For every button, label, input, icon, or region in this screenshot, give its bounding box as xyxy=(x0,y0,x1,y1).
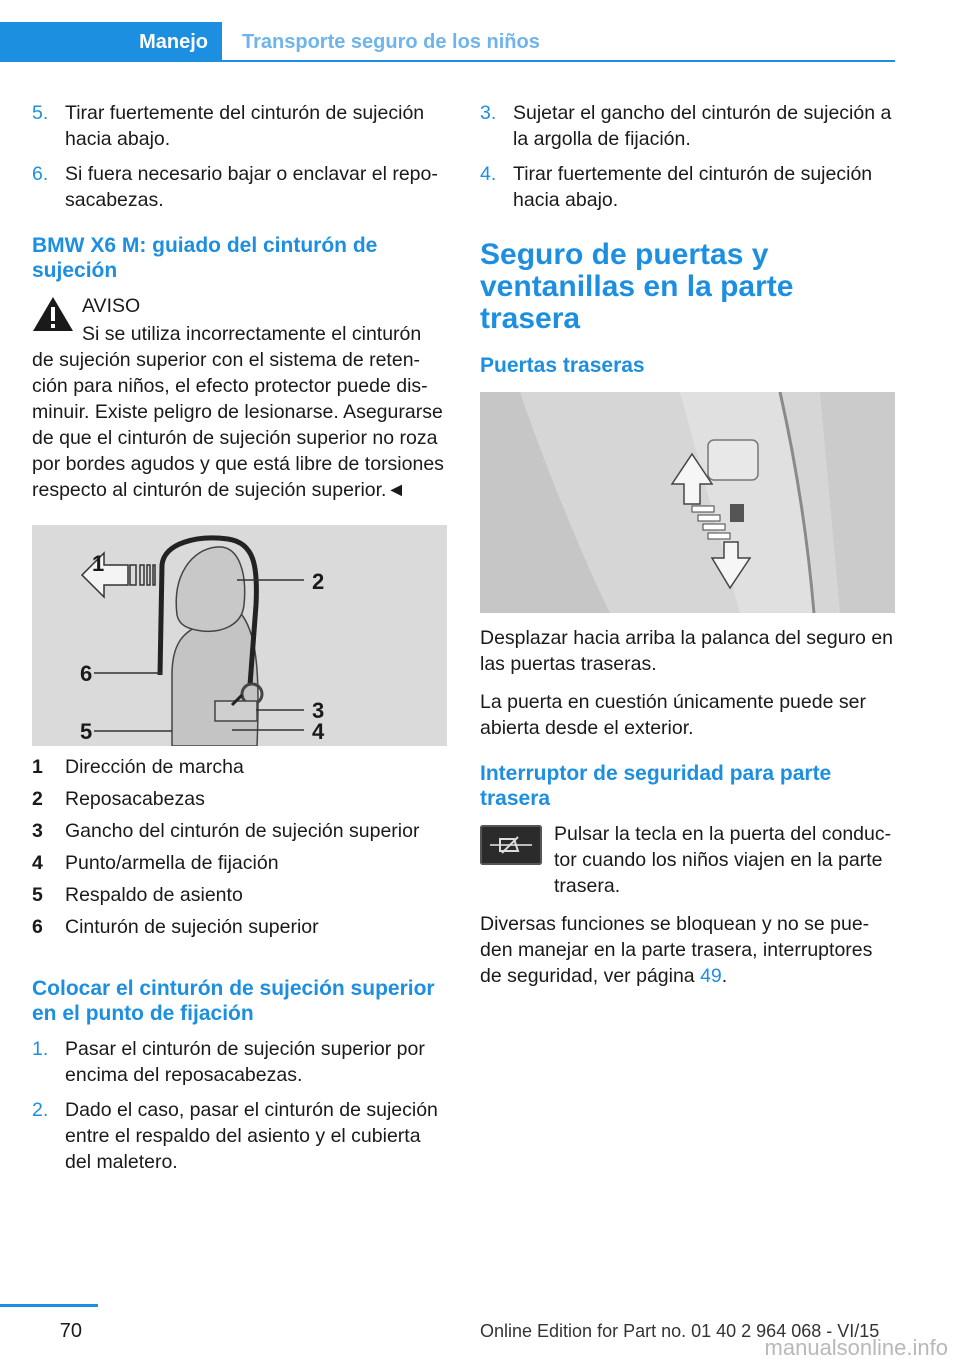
step-number: 6. xyxy=(32,163,49,185)
legend-row xyxy=(32,850,447,882)
step-text: Dado el caso, pasar el cinturón de sujeción entre el respaldo del asiento y el cubierta del maletero. xyxy=(65,1099,438,1173)
figure-legend xyxy=(32,754,447,946)
step-number: 5. xyxy=(32,102,49,124)
legend-label: Gancho del cinturón de sujeción superior xyxy=(65,820,420,842)
paragraph-lever: Desplazar hacia arriba la palanca del seguro en las puertas traseras. xyxy=(480,627,894,675)
heading-fix-belt: Colocar el cinturón de sujeción superior en el punto de fijación xyxy=(32,977,435,1025)
heading-door-window-lock: Seguro de puertas y ventanillas en la parte trasera xyxy=(480,238,794,335)
edition-note: Online Edition for Part no. 01 40 2 964 068 - VI/15 xyxy=(480,1321,880,1341)
legend-label: Respaldo de asiento xyxy=(65,884,243,906)
rear-window-lock-button-icon xyxy=(480,825,542,865)
functions-text: Diversas funciones se bloquean y no se pueden manejar en la parte trasera, interruptores de seguridad, ver página xyxy=(480,913,873,987)
step-number: 2. xyxy=(32,1099,49,1121)
step-number: 1. xyxy=(32,1038,49,1060)
right-column xyxy=(480,100,895,1001)
step-5 xyxy=(32,100,447,152)
paragraph-open-outside: La puerta en cuestión únicamente puede ser abierta desde el exterior. xyxy=(480,691,866,739)
switch-instruction xyxy=(480,821,895,899)
warning-label: AVISO xyxy=(82,295,141,317)
step-text: Tirar fuertemente del cinturón de sujeción hacia abajo. xyxy=(65,102,425,150)
step-number: 4. xyxy=(480,163,497,185)
figure-label-2: 2 xyxy=(312,569,325,594)
legend-key: 6 xyxy=(32,916,43,938)
heading-x6m-guide: BMW X6 M: guiado del cinturón de sujeción xyxy=(32,234,378,282)
step-text: Sujetar el gancho del cinturón de sujeción a la argolla de fijación. xyxy=(513,102,892,150)
step-text: Tirar fuertemente del cinturón de sujeción hacia abajo. xyxy=(513,163,873,211)
step-3 xyxy=(480,100,895,152)
door-lock-figure xyxy=(480,392,895,613)
switch-text: Pulsar la tecla en la puerta del conductor cuando los niños viajen en la parte trasera. xyxy=(554,823,892,897)
step-text: Pasar el cinturón de sujeción superior por encima del reposacabezas. xyxy=(65,1038,425,1086)
legend-row xyxy=(32,882,447,914)
page-number: 70 xyxy=(59,1320,82,1342)
page-reference-link[interactable]: 49 xyxy=(700,965,722,987)
legend-row xyxy=(32,818,447,850)
figure-label-4: 4 xyxy=(312,719,325,744)
warning-block xyxy=(32,293,447,503)
legend-key: 2 xyxy=(32,788,43,810)
step-1 xyxy=(32,1036,447,1088)
functions-end: . xyxy=(721,965,728,987)
figure-label-3: 3 xyxy=(312,698,325,723)
seat-belt-figure xyxy=(32,525,447,746)
legend-row xyxy=(32,786,447,818)
legend-key: 3 xyxy=(32,820,43,842)
figure-label-1: 1 xyxy=(92,551,105,576)
door-lock-illustration xyxy=(480,392,895,613)
footer-line xyxy=(0,1304,98,1307)
step-number: 3. xyxy=(480,102,497,124)
watermark: manualsonline.info xyxy=(764,1335,948,1360)
warning-body: Si se utiliza incorrectamente el cinturón de sujeción superior con el sistema de retención para niños, el efecto protector puede disminuir. Existe peligro de lesionarse. Asegurarse de que el cinturón de sujeción superior no roza por bordes agudos y que está libre de torsiones respecto al cinturón de sujeción superior.◄ xyxy=(32,323,444,501)
page-header xyxy=(0,22,895,62)
figure-label-6: 6 xyxy=(80,661,93,686)
left-column xyxy=(32,100,447,1184)
legend-row xyxy=(32,914,447,946)
legend-key: 5 xyxy=(32,884,43,906)
step-4 xyxy=(480,161,895,213)
section-tab[interactable]: Manejo xyxy=(0,22,222,62)
step-6 xyxy=(32,161,447,213)
step-text: Si fuera necesario bajar o enclavar el reposacabezas. xyxy=(65,163,438,211)
paragraph-functions xyxy=(480,911,895,989)
warning-triangle-icon xyxy=(32,295,74,333)
warning-text xyxy=(32,321,447,503)
figure-label-5: 5 xyxy=(80,719,93,744)
legend-label: Punto/armella de fijación xyxy=(65,852,279,874)
legend-row xyxy=(32,754,447,786)
legend-key: 1 xyxy=(32,756,43,778)
topic-tab[interactable]: Transporte seguro de los niños xyxy=(242,30,540,53)
legend-label: Reposacabezas xyxy=(65,788,205,810)
step-2 xyxy=(32,1097,447,1175)
legend-label: Dirección de marcha xyxy=(65,756,244,778)
heading-safety-switch: Interruptor de seguridad para parte trasera xyxy=(480,762,832,810)
heading-rear-doors: Puertas traseras xyxy=(480,354,645,377)
header-underline xyxy=(222,60,895,62)
legend-key: 4 xyxy=(32,852,43,874)
safety-switch-block xyxy=(480,821,895,899)
legend-label: Cinturón de sujeción superior xyxy=(65,916,319,938)
